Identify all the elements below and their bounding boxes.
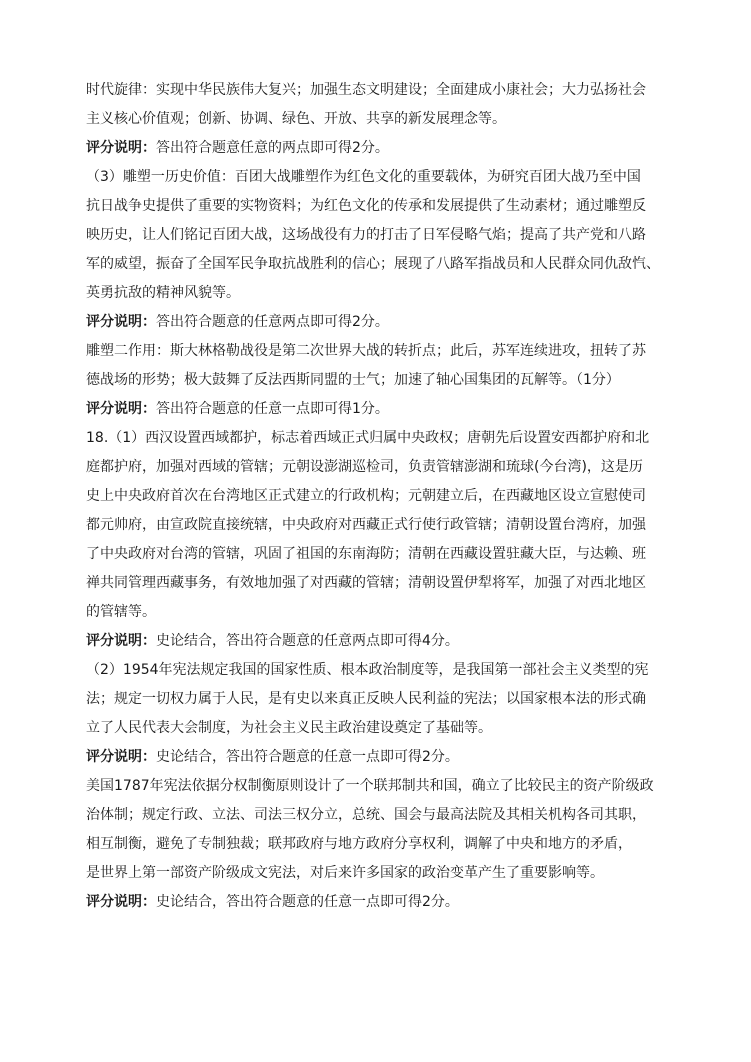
answer-text-line (86, 424, 676, 453)
answer-text-line (86, 221, 676, 250)
answer-text-line (86, 540, 676, 569)
scoring-note-label: 评分说明： (86, 140, 156, 156)
line-text: （2）1954年宪法规定我国的国家性质、根本政治制度等，是我国第一部社会主义类型的宪 (86, 662, 649, 678)
line-text: 相互制衡，避免了专制独裁；联邦政府与地方政府分享权利，调解了中央和地方的矛盾， (86, 836, 632, 852)
scoring-note-line (86, 888, 676, 917)
line-text: 史论结合，答出符合题意的任意两点即可得4分。 (156, 633, 459, 649)
line-text: 史论结合，答出符合题意的任意一点即可得2分。 (156, 749, 459, 765)
line-text: 答出符合题意的任意两点即可得2分。 (156, 314, 389, 330)
line-text: 映历史，让人们铭记百团大战，这场战役有力的打击了日军侵略气焰；提高了共产党和八路 (86, 227, 646, 243)
answer-text-line (86, 192, 676, 221)
line-text: 主义核心价值观；创新、协调、绿色、开放、共享的新发展理念等。 (86, 111, 506, 127)
answer-text-line (86, 801, 676, 830)
answer-text-line (86, 830, 676, 859)
scoring-note-label: 评分说明： (86, 633, 156, 649)
answer-text-block (86, 76, 676, 917)
line-text: 抗日战争史提供了重要的实物资料；为红色文化的传承和发展提供了生动素材；通过雕塑反 (86, 198, 646, 214)
answer-text-line (86, 163, 676, 192)
scoring-note-line (86, 395, 676, 424)
scoring-note-label: 评分说明： (86, 749, 156, 765)
answer-text-line (86, 569, 676, 598)
line-text: 立了人民代表大会制度，为社会主义民主政治建设奠定了基础等。 (86, 720, 492, 736)
answer-text-line (86, 366, 676, 395)
answer-text-line (86, 685, 676, 714)
line-text: 了中央政府对台湾的管辖，巩固了祖国的东南海防；清朝在西藏设置驻藏大臣，与达赖、班 (86, 546, 646, 562)
line-text: 都元帅府，由宣政院直接统辖，中央政府对西藏正式行使行政管辖；清朝设置台湾府，加强 (86, 517, 646, 533)
line-text: 的管辖等。 (86, 604, 156, 620)
answer-text-line (86, 482, 676, 511)
scoring-note-line (86, 743, 676, 772)
answer-text-line (86, 656, 676, 685)
line-text: 美国1787年宪法依据分权制衡原则设计了一个联邦制共和国，确立了比较民主的资产阶级政 (86, 778, 654, 794)
line-text: 军的威望，振奋了全国军民争取抗战胜利的信心；展现了八路军指战员和人民群众同仇敌忾、 (86, 256, 660, 272)
line-text: 禅共同管理西藏事务，有效地加强了对西藏的管辖；清朝设置伊犁将军，加强了对西北地区 (86, 575, 646, 591)
line-text: 18.（1）西汉设置西域都护，标志着西域正式归属中央政权；唐朝先后设置安西都护府和北 (86, 430, 650, 446)
answer-text-line (86, 250, 676, 279)
scoring-note-label: 评分说明： (86, 894, 156, 910)
answer-text-line (86, 511, 676, 540)
answer-text-line (86, 337, 676, 366)
line-text: 雕塑二作用：斯大林格勒战役是第二次世界大战的转折点；此后，苏军连续进攻，扭转了苏 (86, 343, 646, 359)
scoring-note-label: 评分说明： (86, 401, 156, 417)
line-text: 时代旋律：实现中华民族伟大复兴；加强生态文明建设；全面建成小康社会；大力弘扬社会 (86, 82, 646, 98)
scoring-note-label: 评分说明： (86, 314, 156, 330)
answer-text-line (86, 105, 676, 134)
answer-text-line (86, 859, 676, 888)
line-text: 答出符合题意任意的两点即可得2分。 (156, 140, 389, 156)
answer-text-line (86, 772, 676, 801)
line-text: （3）雕塑一历史价值：百团大战雕塑作为红色文化的重要载体，为研究百团大战乃至中国 (86, 169, 641, 185)
line-text: 德战场的形势；极大鼓舞了反法西斯同盟的士气；加速了轴心国集团的瓦解等。（1分） (86, 372, 620, 388)
line-text: 史论结合，答出符合题意的任意一点即可得2分。 (156, 894, 459, 910)
line-text: 英勇抗敌的精神风貌等。 (86, 285, 240, 301)
answer-text-line (86, 279, 676, 308)
line-text: 是世界上第一部资产阶级成文宪法，对后来许多国家的政治变革产生了重要影响等。 (86, 865, 604, 881)
answer-text-line (86, 453, 676, 482)
answer-text-line (86, 76, 676, 105)
line-text: 治体制；规定行政、立法、司法三权分立，总统、国会与最高法院及其相关机构各司其职， (86, 807, 646, 823)
line-text: 法；规定一切权力属于人民，是有史以来真正反映人民利益的宪法；以国家根本法的形式确 (86, 691, 646, 707)
scoring-note-line (86, 627, 676, 656)
line-text: 史上中央政府首次在台湾地区正式建立的行政机构；元朝建立后，在西藏地区设立宣慰使司 (86, 488, 646, 504)
answer-text-line (86, 714, 676, 743)
answer-text-line (86, 598, 676, 627)
line-text: 答出符合题意的任意一点即可得1分。 (156, 401, 389, 417)
scoring-note-line (86, 308, 676, 337)
line-text: 庭都护府，加强对西域的管辖；元朝设澎湖巡检司，负责管辖澎湖和琉球(今台湾)，这是历 (86, 459, 643, 475)
scoring-note-line (86, 134, 676, 163)
